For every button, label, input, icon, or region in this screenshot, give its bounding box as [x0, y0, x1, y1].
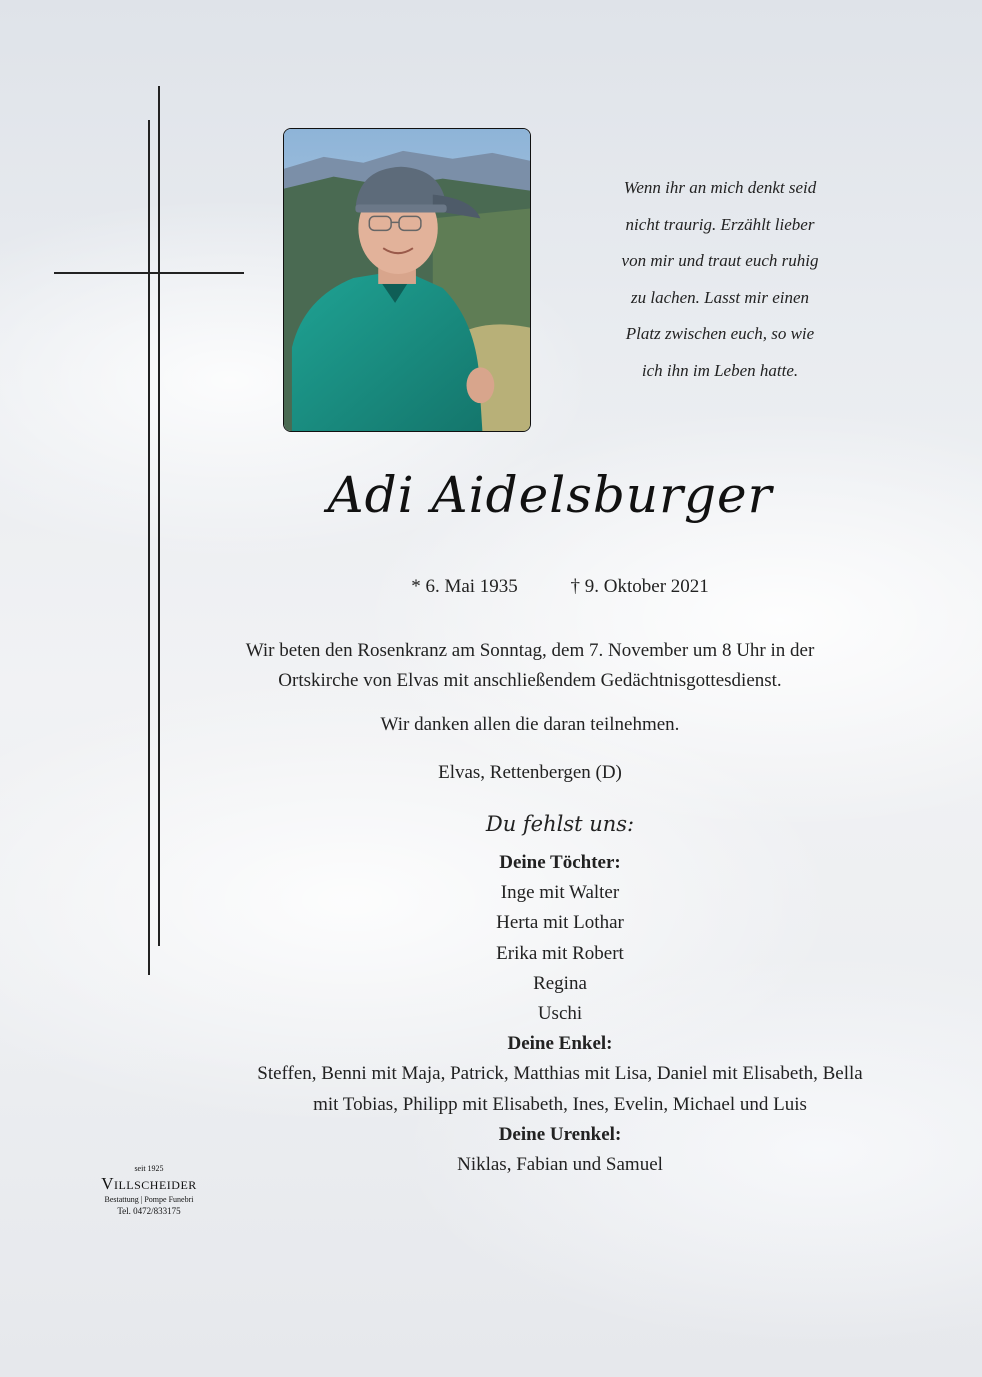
portrait-image — [284, 129, 530, 431]
rosary-notice — [180, 636, 880, 696]
daughter-item: Herta mit Lothar — [496, 912, 624, 934]
logo-name: Villscheider — [101, 1174, 197, 1193]
poem-line: zu lachen. Lasst mir einen — [630, 287, 810, 307]
daughter-item: Regina — [533, 972, 587, 994]
daughter-item: Uschi — [537, 1003, 583, 1025]
daughter-item: Erika mit Robert — [496, 942, 624, 964]
poem — [580, 170, 860, 389]
funeral-home-logo — [74, 1164, 224, 1218]
poem-line: Platz zwischen euch, so wie — [625, 324, 815, 343]
place-text: Elvas, Rettenbergen (D) — [438, 762, 622, 783]
great-grandchildren-heading: Deine Urenkel: — [498, 1123, 622, 1145]
poem-line: nicht traurig. Erzählt lieber — [625, 214, 815, 234]
daughter-item: Inge mit Walter — [500, 882, 620, 904]
grandchildren-line: Steffen, Benni mit Maja, Patrick, Matthias mit Lisa, Daniel mit Elisabeth, Bella — [257, 1063, 863, 1085]
grandchildren-line: mit Tobias, Philipp mit Elisabeth, Ines, Evelin, Michael und Luis — [313, 1093, 807, 1115]
death-date: † 9. Oktober 2021 — [570, 576, 709, 597]
cross-horizontal-line — [54, 272, 244, 274]
logo-subtitle: Bestattung | Pompe Funebri — [104, 1195, 194, 1204]
family-list — [180, 848, 940, 1180]
daughters-heading: Deine Töchter: — [499, 852, 621, 873]
deceased-name: Adi Aidelsburger — [327, 466, 773, 524]
rosary-line: Wir beten den Rosenkranz am Sonntag, dem 7. November um 8 Uhr in der — [245, 640, 815, 661]
birth-date: * 6. Mai 1935 — [411, 576, 518, 597]
grandchildren-heading: Deine Enkel: — [507, 1033, 613, 1055]
rosary-line: Ortskirche von Elvas mit anschließendem Gedächtnisgottesdienst. — [278, 670, 782, 691]
cross-vertical-line-1 — [158, 86, 160, 946]
thanks-text: Wir danken allen die daran teilnehmen. — [380, 714, 680, 735]
great-grandchildren-names: Niklas, Fabian und Samuel — [457, 1154, 663, 1176]
cross-vertical-line-2 — [148, 120, 150, 975]
poem-line: von mir und traut euch ruhig — [621, 251, 819, 270]
poem-line: ich ihn im Leben hatte. — [641, 360, 799, 380]
life-dates — [300, 576, 820, 598]
missing-heading: Du fehlst uns: — [485, 812, 635, 836]
logo-since: seit 1925 — [134, 1164, 164, 1173]
portrait-photo — [283, 128, 531, 432]
poem-line: Wenn ihr an mich denkt seid — [623, 178, 817, 197]
logo-phone: Tel. 0472/833175 — [117, 1206, 181, 1216]
